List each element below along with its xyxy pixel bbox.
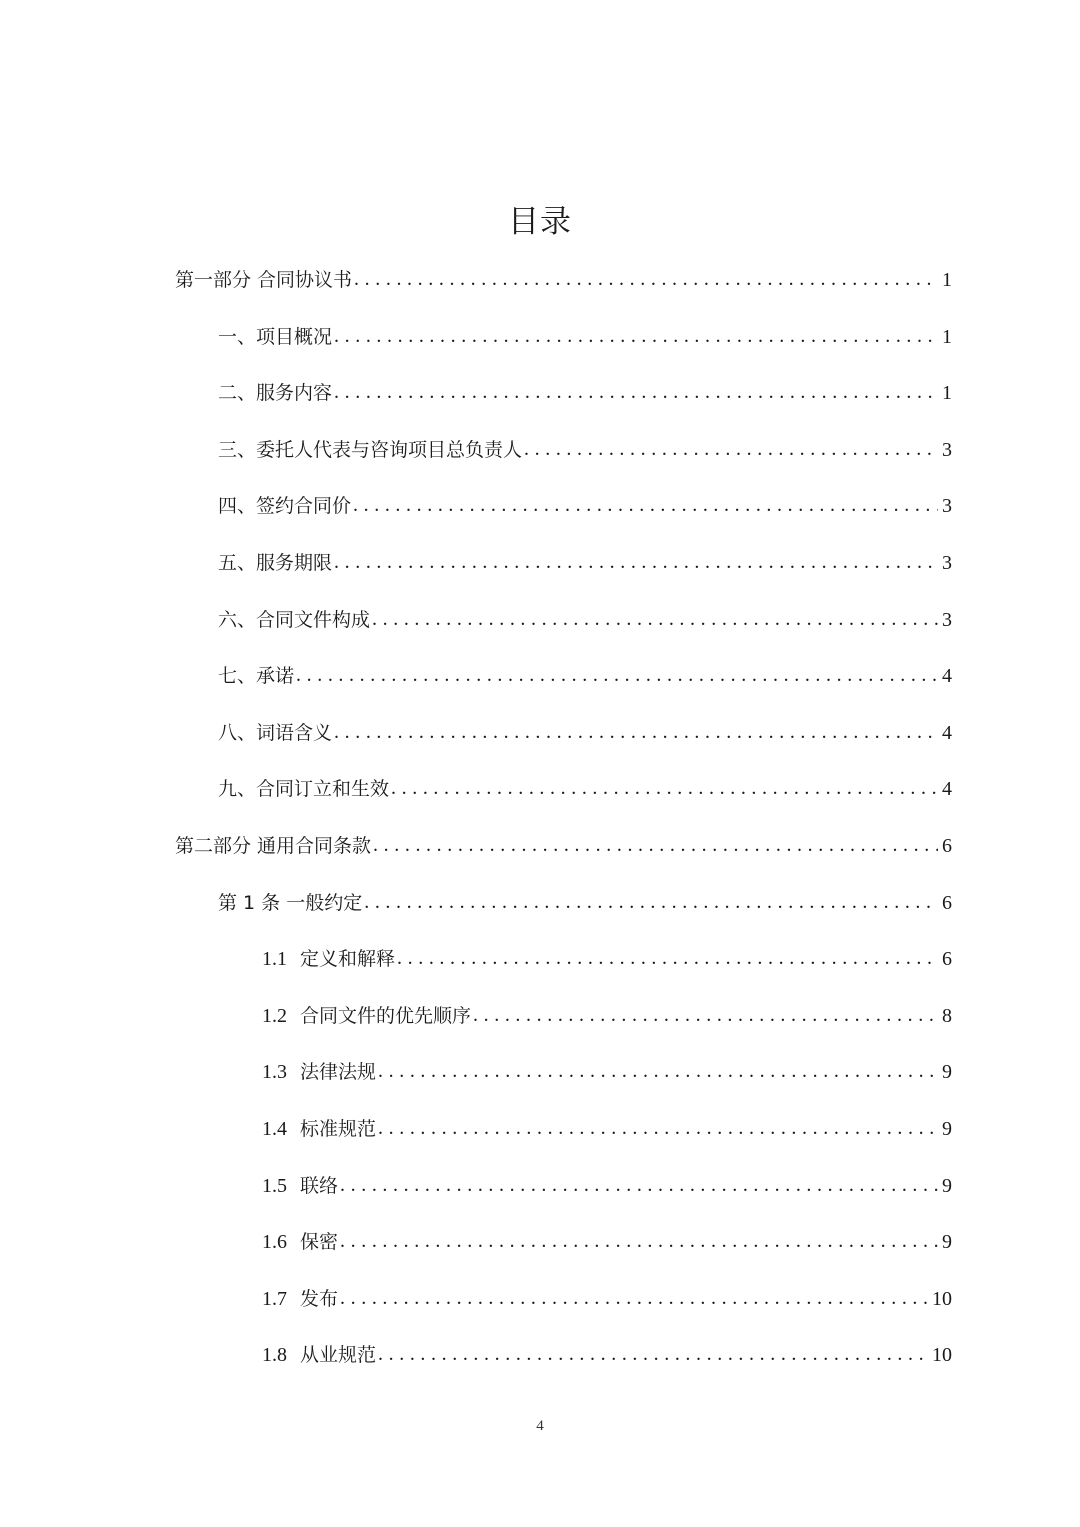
toc-entry-page-number: 3 bbox=[942, 438, 952, 461]
toc-entry[interactable] bbox=[218, 375, 952, 411]
toc-entry-page-number: 4 bbox=[942, 721, 952, 744]
toc-dot-leader bbox=[524, 431, 938, 467]
toc-entry-title: 第一部分 合同协议书 bbox=[175, 269, 353, 291]
toc-entry-page-number: 8 bbox=[942, 1004, 952, 1027]
toc-entry-page-number: 6 bbox=[942, 948, 952, 971]
toc-entry[interactable] bbox=[218, 432, 952, 468]
toc-dot-leader bbox=[378, 1110, 938, 1146]
toc-dot-leader bbox=[334, 714, 938, 750]
toc-entry-page-number: 3 bbox=[942, 608, 952, 631]
toc-entry[interactable] bbox=[218, 885, 952, 921]
toc-entry[interactable] bbox=[262, 1224, 952, 1260]
toc-entry[interactable] bbox=[218, 771, 952, 807]
toc-entry-title: 八、词语含义 bbox=[218, 721, 333, 744]
toc-entry-page-number: 6 bbox=[942, 835, 952, 857]
toc-dot-leader bbox=[334, 544, 938, 580]
toc-entry[interactable] bbox=[218, 319, 952, 355]
toc-entry-page-number: 3 bbox=[942, 495, 952, 518]
toc-entry-page-number: 10 bbox=[932, 1344, 952, 1367]
toc-entry[interactable] bbox=[175, 262, 952, 298]
toc-entry-number: 1.4 bbox=[262, 1118, 287, 1140]
toc-entry-title: 七、承诺 bbox=[218, 665, 295, 688]
toc-entry-page-number: 1 bbox=[942, 382, 952, 405]
toc-dot-leader bbox=[340, 1167, 938, 1203]
toc-entry[interactable] bbox=[262, 1111, 952, 1147]
toc-entry-page-number: 4 bbox=[942, 665, 952, 688]
toc-entry[interactable] bbox=[218, 602, 952, 638]
toc-entry-title: 定义和解释 bbox=[300, 948, 396, 971]
toc-dot-leader bbox=[378, 1336, 928, 1372]
toc-entry-page-number: 1 bbox=[942, 269, 952, 291]
page-number: 4 bbox=[536, 1418, 544, 1434]
toc-entry-title: 合同文件的优先顺序 bbox=[300, 1004, 472, 1027]
toc-entry[interactable] bbox=[218, 658, 952, 694]
toc-entry-page-number: 10 bbox=[932, 1287, 952, 1310]
toc-dot-leader bbox=[364, 884, 938, 920]
toc-dot-leader bbox=[372, 601, 938, 637]
toc-entry-title: 标准规范 bbox=[300, 1118, 377, 1140]
toc-entry-title: 二、服务内容 bbox=[218, 382, 333, 405]
toc-entry-page-number: 9 bbox=[942, 1174, 952, 1197]
toc-dot-leader bbox=[391, 770, 938, 806]
toc-entry-title: 从业规范 bbox=[300, 1344, 377, 1367]
toc-entry-number: 1.3 bbox=[262, 1061, 287, 1084]
toc-entry-title: 第 1 条 一般约定 bbox=[218, 891, 363, 914]
toc-dot-leader bbox=[296, 657, 938, 693]
toc-entry-title: 九、合同订立和生效 bbox=[218, 778, 390, 801]
toc-entry-title: 三、委托人代表与咨询项目总负责人 bbox=[218, 438, 523, 461]
toc-entry-title: 联络 bbox=[300, 1174, 339, 1197]
toc-entry[interactable] bbox=[262, 1168, 952, 1204]
toc-dot-leader bbox=[378, 1053, 938, 1089]
toc-entry-page-number: 4 bbox=[942, 778, 952, 801]
toc-entry-page-number: 3 bbox=[942, 552, 952, 574]
toc-entry[interactable] bbox=[262, 1337, 952, 1373]
toc-entry-title: 发布 bbox=[300, 1287, 339, 1310]
toc-entry-page-number: 6 bbox=[942, 891, 952, 914]
toc-title: 目录 bbox=[508, 204, 572, 240]
toc-entry-number: 1.5 bbox=[262, 1174, 287, 1197]
toc-entry-page-number: 9 bbox=[942, 1061, 952, 1084]
toc-dot-leader bbox=[340, 1280, 928, 1316]
toc-entry-title: 一、项目概况 bbox=[218, 325, 333, 348]
toc-entry-number: 1.8 bbox=[262, 1344, 287, 1367]
toc-entry-page-number: 1 bbox=[942, 325, 952, 348]
toc-entry-title: 四、签约合同价 bbox=[218, 495, 352, 518]
toc-entry[interactable] bbox=[262, 941, 952, 977]
toc-dot-leader bbox=[397, 940, 938, 976]
toc-entry[interactable] bbox=[218, 545, 952, 581]
toc-entry[interactable] bbox=[262, 998, 952, 1034]
toc-entry-number: 1.7 bbox=[262, 1287, 287, 1310]
toc-dot-leader bbox=[354, 261, 938, 297]
toc-entry-number: 1.1 bbox=[262, 948, 287, 971]
toc-dot-leader bbox=[473, 997, 938, 1033]
toc-entry-title: 第二部分 通用合同条款 bbox=[175, 835, 372, 857]
toc-entry-page-number: 9 bbox=[942, 1118, 952, 1140]
toc-entry-page-number: 9 bbox=[942, 1231, 952, 1254]
toc-dot-leader bbox=[334, 374, 938, 410]
toc-dot-leader bbox=[353, 487, 938, 523]
toc-entry-number: 1.6 bbox=[262, 1231, 287, 1254]
toc-entry[interactable] bbox=[218, 715, 952, 751]
toc-dot-leader bbox=[340, 1223, 938, 1259]
toc-entry-title: 保密 bbox=[300, 1231, 339, 1254]
toc-dot-leader bbox=[373, 827, 938, 863]
toc-entry[interactable] bbox=[262, 1054, 952, 1090]
toc-dot-leader bbox=[334, 318, 938, 354]
toc-entry[interactable] bbox=[262, 1281, 952, 1317]
toc-entry[interactable] bbox=[175, 828, 952, 864]
toc-entry-title: 法律法规 bbox=[300, 1061, 377, 1084]
toc-entry-title: 六、合同文件构成 bbox=[218, 608, 371, 631]
toc-entry[interactable] bbox=[218, 488, 952, 524]
toc-entry-title: 五、服务期限 bbox=[218, 552, 333, 574]
toc-entry-number: 1.2 bbox=[262, 1004, 287, 1027]
